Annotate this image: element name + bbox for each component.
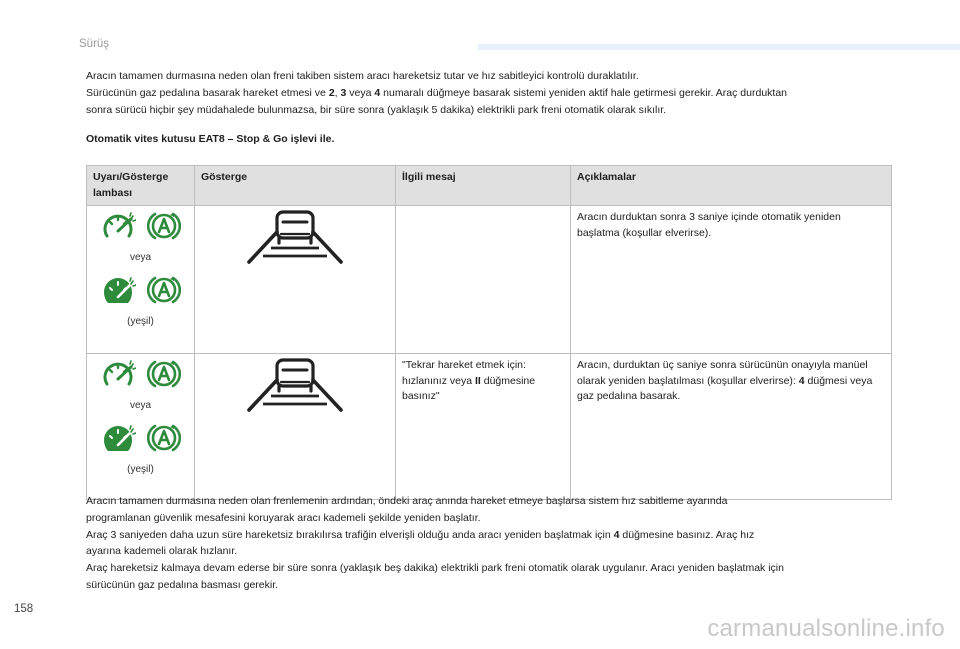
vehicle-road-icon	[247, 358, 343, 414]
table-header-row	[87, 166, 892, 206]
closing-paragraph	[86, 493, 906, 594]
speedometer-filled-icon	[100, 273, 136, 307]
closing-line-3b: düğmesine basınız. Araç hız	[619, 528, 755, 541]
button-ref-3: 3	[340, 86, 347, 99]
closing-line-6: sürücünün gaz pedalına basması gerekir.	[86, 578, 279, 591]
closing-line-3a: Araç 3 saniyeden daha uzun süre hareketsiz bırakılırsa trafiğin elverişli olduğu anda aracı yeniden başlatmak için	[86, 528, 614, 541]
intro-line-1: Aracın tamamen durmasına neden olan freni takiben sistem aracı hareketsiz tutar ve hız sabitleyici kontrolü duraklatılır.	[86, 70, 639, 82]
closing-line-2: programlanan güvenlik mesafesini koruyarak aracı kademeli şekilde yeniden başlatır.	[86, 511, 481, 524]
closing-line-5: Araç hareketsiz kalmaya devam ederse bir süre sonra (yaklaşık beş dakika) elektrikli park freni otomatik olarak uygulanır. Aracı yeniden başlatmak için	[86, 562, 784, 575]
watermark: carmanualsonline.info	[707, 615, 945, 642]
comments-text-b: düğmesi veya gaz pedalına basarak.	[577, 374, 873, 402]
auto-stop-a-icon	[146, 272, 182, 308]
button-ref-4: 4	[374, 86, 381, 99]
color-label: (yeşil)	[127, 315, 154, 327]
or-label: veya	[129, 252, 152, 263]
speedometer-filled-icon	[100, 421, 136, 455]
header-display: Gösterge	[195, 166, 396, 206]
auto-stop-a-icon	[146, 420, 182, 456]
section-title: Sürüş	[79, 38, 110, 50]
indicator-pair-filled	[93, 274, 188, 306]
speedometer-icon	[100, 209, 136, 243]
status-table	[86, 165, 892, 500]
intro-paragraph	[86, 68, 906, 118]
button-ref-ii: II	[474, 374, 481, 387]
indicator-pair-filled	[93, 422, 188, 454]
display-cell	[195, 354, 396, 500]
auto-stop-a-icon	[146, 356, 182, 392]
intro-line-2a: Sürücünün gaz pedalına basarak hareket etmesi ve	[86, 86, 329, 99]
button-ref-2: 2	[328, 86, 335, 99]
button-ref-4: 4	[798, 374, 805, 387]
header-comments: Açıklamalar	[571, 166, 892, 206]
table-row	[87, 206, 892, 354]
button-ref-4: 4	[613, 528, 620, 541]
header-message: İlgili mesaj	[396, 166, 571, 206]
intro-line-3: sonra sürücü hiçbir şey müdahalede bulunmazsa, bir süre sonra (yaklaşık 5 dakika) elektrikli park freni otomatik olarak sıkılır.	[86, 103, 667, 116]
comments-cell	[571, 354, 892, 500]
comments-text-a: Aracın, durduktan üç saniye sonra sürücünün onayıyla manüel olarak yeniden başlatılması (koşullar elverirse):	[577, 359, 868, 387]
header-indicator-lamp: Uyarı/Gösterge lambası	[87, 166, 195, 206]
indicator-pair-outline	[93, 358, 188, 390]
intro-sep-1: ,	[334, 86, 341, 99]
comments-cell: Aracın durduktan sonra 3 saniye içinde otomatik yeniden başlatma (koşullar elverirse).	[571, 206, 892, 354]
closing-line-1: Aracın tamamen durmasına neden olan frenlemenin ardından, öndeki araç anında hareket etmeye başlarsa sistem hız sabitleme ayarında	[86, 495, 728, 507]
vehicle-road-icon	[247, 210, 343, 266]
table-row	[87, 354, 892, 500]
color-label: (yeşil)	[127, 463, 154, 475]
indicator-cell	[87, 354, 195, 500]
page-number: 158	[14, 603, 34, 615]
message-text-b: düğmesine basınız"	[402, 374, 536, 402]
display-cell	[195, 206, 396, 354]
indicator-pair-outline	[93, 210, 188, 242]
message-text-a: "Tekrar hareket etmek için: hızlanınız veya	[402, 359, 526, 387]
closing-line-4: ayarına kademeli olarak hızlanır.	[86, 545, 238, 558]
message-cell	[396, 354, 571, 500]
message-cell	[396, 206, 571, 354]
indicator-cell	[87, 206, 195, 354]
intro-sep-2: veya	[346, 86, 375, 99]
subheading: Otomatik vites kutusu EAT8 – Stop & Go işlevi ile.	[86, 133, 335, 145]
or-label: veya	[129, 400, 152, 411]
intro-line-2b: numaralı düğmeye basarak sistemi yeniden aktif hale getirmesi gerekir. Araç durduktan	[380, 86, 788, 99]
header-bar	[478, 44, 960, 50]
auto-stop-a-icon	[146, 208, 182, 244]
speedometer-icon	[100, 357, 136, 391]
